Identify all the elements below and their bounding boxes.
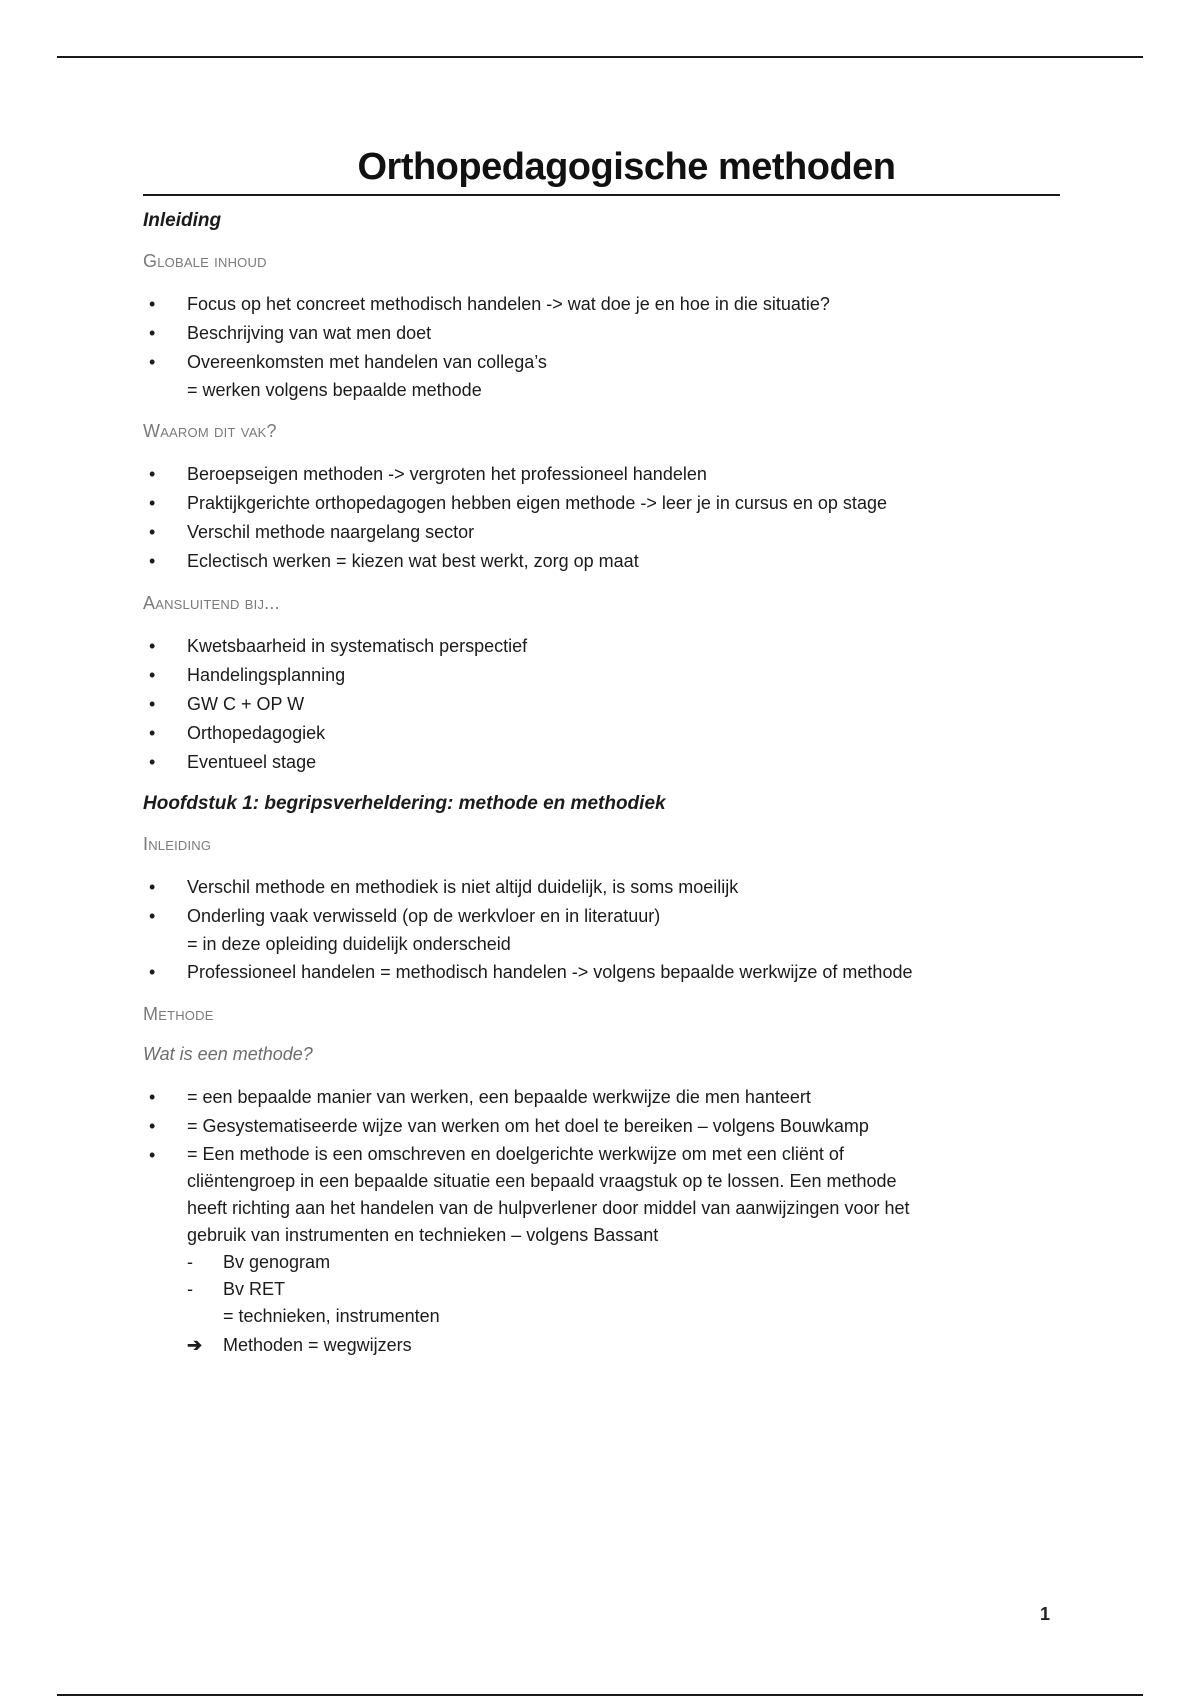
bullet-icon: •: [149, 961, 156, 982]
bullet-icon: •: [149, 664, 156, 685]
paragraph-line: gebruik van instrumenten en technieken – volgens Bassant: [187, 1224, 659, 1245]
subquestion-wat-is-een-methode: Wat is een methode?: [143, 1043, 313, 1064]
list-item: • Beroepseigen methoden -> vergroten het professioneel handelen: [143, 460, 1060, 489]
sub-list-note: = technieken, instrumenten: [223, 1305, 440, 1326]
subheading-methode: Methode: [143, 1003, 214, 1024]
page-number: 1: [1040, 1604, 1051, 1624]
list-item: • Onderling vaak verwisseld (op de werkvloer en in literatuur) = in deze opleiding duidelijk onderscheid: [143, 902, 1060, 958]
paragraph-line: = Een methode is een omschreven en doelgerichte werkwijze om met een cliënt of: [187, 1143, 844, 1164]
bullet-icon: •: [149, 463, 156, 484]
list-item: [143, 1141, 1060, 1361]
list-item: • Praktijkgerichte orthopedagogen hebben eigen methode -> leer je in cursus en op stage: [143, 489, 1060, 518]
bullet-icon: •: [149, 1086, 156, 1107]
subheading-globale-inhoud: Globale inhoud: [143, 250, 267, 271]
subheading-inleiding: Inleiding: [143, 833, 212, 854]
page-title: Orthopedagogische methoden: [143, 145, 1060, 196]
bullet-icon: •: [149, 322, 156, 343]
list-item: • Overeenkomsten met handelen van collega’s = werken volgens bepaalde methode: [143, 348, 1060, 404]
subheading-aansluitend-bij: Aansluitend bij...: [143, 592, 280, 613]
bullet-icon: •: [149, 722, 156, 743]
bullet-icon: •: [149, 635, 156, 656]
list-waarom-dit-vak: [143, 460, 1060, 576]
list-globale-inhoud: [143, 290, 1060, 404]
sub-list-item: - Bv genogram: [187, 1249, 1060, 1276]
list-item: • Eclectisch werken = kiezen wat best werkt, zorg op maat: [143, 547, 1060, 576]
subheading-waarom-dit-vak: Waarom dit vak?: [143, 420, 277, 441]
bullet-icon: •: [149, 905, 156, 926]
dash-icon: -: [187, 1251, 193, 1272]
list-item-continuation: = in deze opleiding duidelijk onderscheid: [187, 933, 511, 954]
list-item: • = Gesystematiseerde wijze van werken om het doel te bereiken – volgens Bouwkamp: [143, 1112, 1060, 1141]
bullet-icon: •: [149, 293, 156, 314]
list-item: • Orthopedagogiek: [143, 719, 1060, 748]
bullet-icon: •: [149, 492, 156, 513]
sub-list-examples: [187, 1249, 1060, 1303]
list-aansluitend-bij: [143, 632, 1060, 777]
bullet-icon: •: [149, 1144, 156, 1165]
list-item: • Beschrijving van wat men doet: [143, 319, 1060, 348]
chapter-heading: Hoofdstuk 1: begripsverheldering: methode en methodiek: [143, 792, 666, 814]
list-item: • Verschil methode en methodiek is niet altijd duidelijk, is soms moeilijk: [143, 873, 1060, 902]
arrow-right-icon: ➔: [187, 1334, 203, 1355]
list-item: • Handelingsplanning: [143, 661, 1060, 690]
top-rule: [57, 56, 1143, 58]
bullet-icon: •: [149, 521, 156, 542]
list-item: • Verschil methode naargelang sector: [143, 518, 1060, 547]
bullet-icon: •: [149, 1115, 156, 1136]
sub-list-item: - Bv RET: [187, 1276, 1060, 1303]
list-item: • Kwetsbaarheid in systematisch perspectief: [143, 632, 1060, 661]
list-item: • Eventueel stage: [143, 748, 1060, 777]
dash-icon: -: [187, 1278, 193, 1299]
bullet-icon: •: [149, 751, 156, 772]
conclusion-line: ➔ Methoden = wegwijzers: [187, 1330, 1060, 1361]
paragraph-line: cliëntengroep in een bepaalde situatie een bepaald vraagstuk op te lossen. Een methode: [187, 1170, 897, 1191]
bullet-icon: •: [149, 351, 156, 372]
bullet-icon: •: [149, 550, 156, 571]
page-content: [143, 145, 1060, 1361]
list-chapter-inleiding: [143, 873, 1060, 987]
bullet-icon: •: [149, 693, 156, 714]
list-item: • = een bepaalde manier van werken, een bepaalde werkwijze die men hanteert: [143, 1083, 1060, 1112]
bullet-icon: •: [149, 876, 156, 897]
list-item: • Professioneel handelen = methodisch handelen -> volgens bepaalde werkwijze of methode: [143, 958, 1060, 987]
bottom-rule: [57, 1694, 1143, 1696]
section-heading-inleiding: Inleiding: [143, 209, 222, 231]
list-item: • GW C + OP W: [143, 690, 1060, 719]
list-item: • Focus op het concreet methodisch handelen -> wat doe je en hoe in die situatie?: [143, 290, 1060, 319]
list-methode: [143, 1083, 1060, 1361]
list-item-continuation: = werken volgens bepaalde methode: [187, 379, 482, 400]
paragraph-line: heeft richting aan het handelen van de hulpverlener door middel van aanwijzingen voor het: [187, 1197, 910, 1218]
